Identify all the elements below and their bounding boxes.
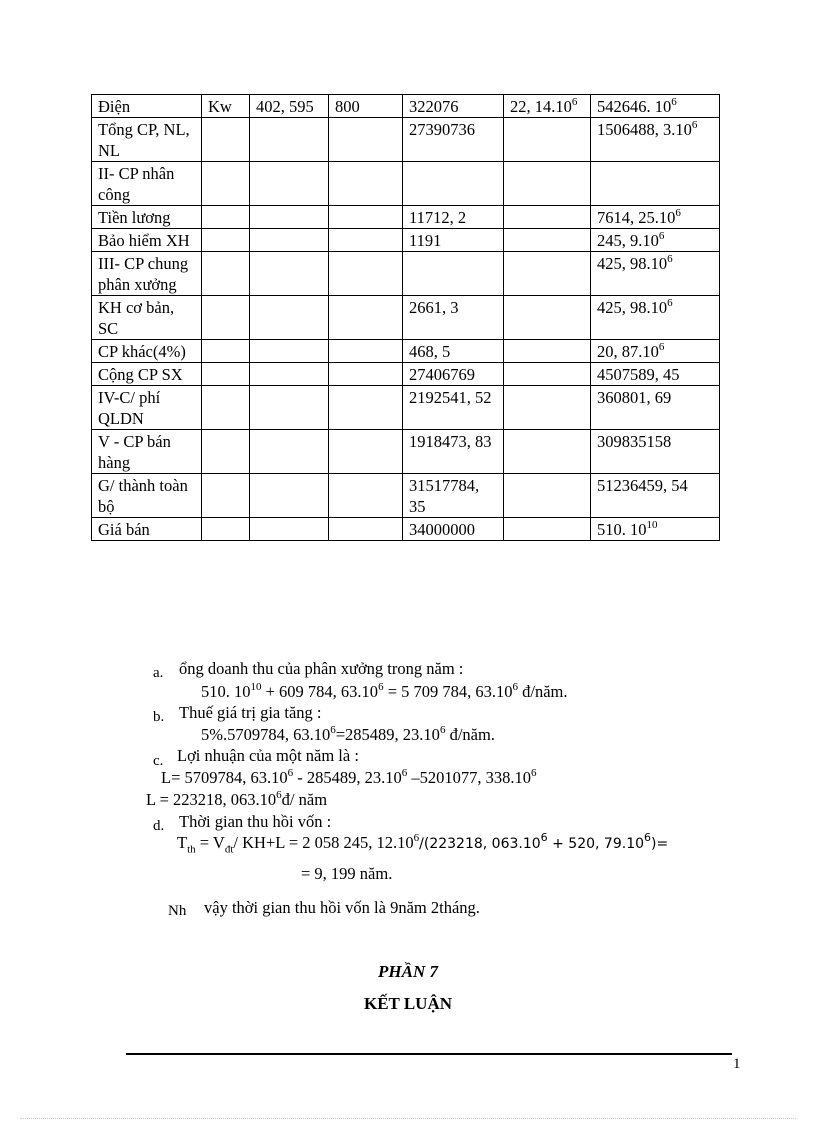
item-d-result: = 9, 199 năm.	[301, 864, 393, 883]
item-a-label: a.	[153, 665, 164, 681]
table-row	[92, 430, 720, 474]
table-cell: 2192541, 52	[403, 386, 504, 430]
table-cell: IV-C/ phí QLDN	[92, 386, 202, 430]
table-cell: 425, 98.10$^6$	[591, 252, 720, 296]
table-cell: 2661, 3	[403, 296, 504, 340]
table-cell: 31517784, 35	[403, 474, 504, 518]
table-cell	[202, 340, 250, 363]
table-cell	[202, 229, 250, 252]
table-cell	[250, 229, 329, 252]
table-cell	[202, 206, 250, 229]
table-row	[92, 386, 720, 430]
table-cell	[403, 252, 504, 296]
table-cell	[504, 386, 591, 430]
table-cell: Bảo hiểm XH	[92, 229, 202, 252]
table-cell	[504, 162, 591, 206]
table-cell	[202, 518, 250, 541]
table-row	[92, 296, 720, 340]
table-cell	[250, 474, 329, 518]
table-cell: 800	[329, 95, 403, 118]
table-row	[92, 518, 720, 541]
table-cell: 7614, 25.10$^6$	[591, 206, 720, 229]
table-cell	[250, 518, 329, 541]
table-cell	[329, 363, 403, 386]
table-cell: KH cơ bản, SC	[92, 296, 202, 340]
table-cell	[202, 118, 250, 162]
table-cell	[329, 118, 403, 162]
table-cell: 1506488, 3.10$^6$	[591, 118, 720, 162]
table-cell	[329, 518, 403, 541]
table-cell	[329, 229, 403, 252]
section-part: PHẦN 7	[378, 962, 438, 981]
table-cell	[202, 252, 250, 296]
table-cell	[250, 118, 329, 162]
table-cell	[504, 340, 591, 363]
table-cell	[202, 363, 250, 386]
table-cell: Giá bán	[92, 518, 202, 541]
conclusion-prefix: Nh	[168, 903, 187, 919]
table-cell	[250, 340, 329, 363]
table-cell	[250, 162, 329, 206]
table-row	[92, 474, 720, 518]
table-cell	[329, 386, 403, 430]
table-cell	[250, 206, 329, 229]
item-a-title: ổng doanh thu của phân xưởng trong năm :	[179, 659, 464, 678]
table-cell	[329, 296, 403, 340]
table-row	[92, 162, 720, 206]
table-cell: II- CP nhân công	[92, 162, 202, 206]
table-cell: Tổng CP, NL, NL	[92, 118, 202, 162]
table-cell	[250, 296, 329, 340]
table-row	[92, 363, 720, 386]
item-c-title: Lợi nhuận của một năm là :	[177, 746, 359, 765]
item-a-formula: 510. $10^{10} + 609$ 784, $63.10^6 = 5$ 709 784, 63.10$^6$ đ/năm.	[201, 680, 568, 701]
table-cell: V - CP bán hàng	[92, 430, 202, 474]
item-c-formula: L= 5709784, 63.10$^6$ - 285489, 23.10$^6$ –5201077, 338.10$^6$	[161, 766, 537, 787]
item-c-result: L = 223218, 063.10$^6$đ/ năm	[146, 788, 328, 809]
table-cell: 542646. $10^6$	[591, 95, 720, 118]
table-row	[92, 118, 720, 162]
table-cell	[504, 206, 591, 229]
table-cell	[250, 252, 329, 296]
table-cell	[504, 252, 591, 296]
table-cell	[504, 474, 591, 518]
table-cell: 425, 98.10$^6$	[591, 296, 720, 340]
table-cell	[329, 430, 403, 474]
table-cell: 11712, 2	[403, 206, 504, 229]
table-cell	[329, 252, 403, 296]
page-number: 1	[733, 1056, 741, 1072]
table-cell: 510. $10^{10}$	[591, 518, 720, 541]
table-cell	[250, 363, 329, 386]
footer-rule	[126, 1053, 732, 1055]
table-cell	[202, 430, 250, 474]
table-cell: 245, 9.10$^6$	[591, 229, 720, 252]
page-edge	[20, 1118, 796, 1119]
table-cell	[504, 363, 591, 386]
table-cell	[504, 118, 591, 162]
section-title: KẾT LUẬN	[363, 994, 452, 1013]
table-cell: 360801, 69	[591, 386, 720, 430]
table-cell	[403, 162, 504, 206]
table-cell: 1191	[403, 229, 504, 252]
item-d-formula: $T_{th} = V_{đt}/$ KH+L = 2 058 245, 12.10$^6$/(223218, $063.10^6 + 520$, $79.10^6)=$	[177, 831, 669, 856]
conclusion-text: vậy thời gian thu hồi vốn là 9năm 2tháng.	[204, 898, 480, 917]
table-cell	[504, 229, 591, 252]
item-b-formula: 5%.5709784, $63.10^6=285489$, 23.10$^6$ đ/năm.	[201, 723, 495, 744]
table-cell	[504, 296, 591, 340]
table-row	[92, 252, 720, 296]
table-cell: III- CP chung phân xưởng	[92, 252, 202, 296]
cost-table	[91, 94, 720, 541]
table-cell: 34000000	[403, 518, 504, 541]
table-cell	[202, 386, 250, 430]
table-cell	[329, 206, 403, 229]
item-b-title: Thuế giá trị gia tăng :	[179, 703, 322, 722]
table-cell: 27390736	[403, 118, 504, 162]
table-cell: G/ thành toàn bộ	[92, 474, 202, 518]
table-row	[92, 95, 720, 118]
item-d-label: d.	[153, 818, 165, 834]
table-cell: 402, 595	[250, 95, 329, 118]
item-d-title: Thời gian thu hồi vốn :	[179, 812, 332, 831]
table-cell	[250, 386, 329, 430]
table-cell	[250, 430, 329, 474]
table-cell	[202, 474, 250, 518]
table-cell: 1918473, 83	[403, 430, 504, 474]
table-row	[92, 206, 720, 229]
table-cell	[504, 430, 591, 474]
table-row	[92, 340, 720, 363]
table-cell: 309835158	[591, 430, 720, 474]
table-cell: 51236459, 54	[591, 474, 720, 518]
table-cell: 4507589, 45	[591, 363, 720, 386]
table-cell	[329, 340, 403, 363]
table-cell: Kw	[202, 95, 250, 118]
table-cell	[591, 162, 720, 206]
table-cell: CP khác(4%)	[92, 340, 202, 363]
table-cell	[329, 162, 403, 206]
table-cell: Tiền lương	[92, 206, 202, 229]
item-c-label: c.	[153, 753, 164, 769]
table-cell: Điện	[92, 95, 202, 118]
item-b-label: b.	[153, 709, 165, 725]
table-cell: 22, 14.10$^6$	[504, 95, 591, 118]
table-cell: 322076	[403, 95, 504, 118]
table-cell: 20, 87.10$^6$	[591, 340, 720, 363]
table-cell: 27406769	[403, 363, 504, 386]
table-cell: Cộng CP SX	[92, 363, 202, 386]
table-row	[92, 229, 720, 252]
table-cell	[329, 474, 403, 518]
table-cell	[202, 162, 250, 206]
table-cell	[202, 296, 250, 340]
table-cell: 468, 5	[403, 340, 504, 363]
table-cell	[504, 518, 591, 541]
